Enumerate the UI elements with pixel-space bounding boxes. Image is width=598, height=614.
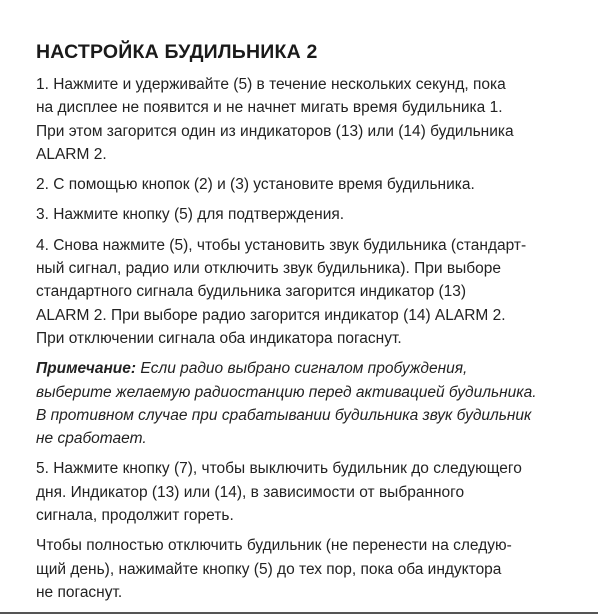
page-title: НАСТРОЙКА БУДИЛЬНИКА 2: [36, 41, 318, 63]
note-text: Если радио выбрано сигналом пробуждения, выберите желаемую радиостанцию перед активацией будильника. В противном случае при срабатывании будильника звук будильник не сработает.: [36, 360, 537, 448]
step-4-paragraph: 4. Снова нажмите (5), чтобы установить звук будильника (стандарт- ный сигнал, радио или отключить звук будильника). При выборе стандартного сигнала будильника загорится индикатор (13) ALARM 2. При выборе радио загорится индикатор (14) ALARM 2. При отключении сигнала оба индикатора погаснут.: [36, 236, 527, 347]
step-3-paragraph: 3. Нажмите кнопку (5) для подтверждения.: [36, 206, 345, 224]
disable-alarm-paragraph: Чтобы полностью отключить будильник (не перенести на следую- щий день), нажимайте кнопку (5) до тех пор, пока оба индуктора не погаснут.: [36, 537, 512, 601]
step-1-paragraph: 1. Нажмите и удерживайте (5) в течение нескольких секунд, пока на дисплее не появится и не начнет мигать время будильника 1. При этом загорится один из индикаторов (13) или (14) будильника ALARM 2.: [36, 76, 514, 163]
note-paragraph: [36, 357, 576, 450]
step-5-paragraph: 5. Нажмите кнопку (7), чтобы выключить будильник до следующего дня. Индикатор (13) или (14), в зависимости от выбранного сигнала, продолжит гореть.: [36, 460, 522, 525]
note-label: Примечание:: [36, 360, 137, 378]
step-2-paragraph: 2. С помощью кнопок (2) и (3) установите время будильника.: [36, 176, 475, 194]
manual-page: [36, 40, 576, 611]
